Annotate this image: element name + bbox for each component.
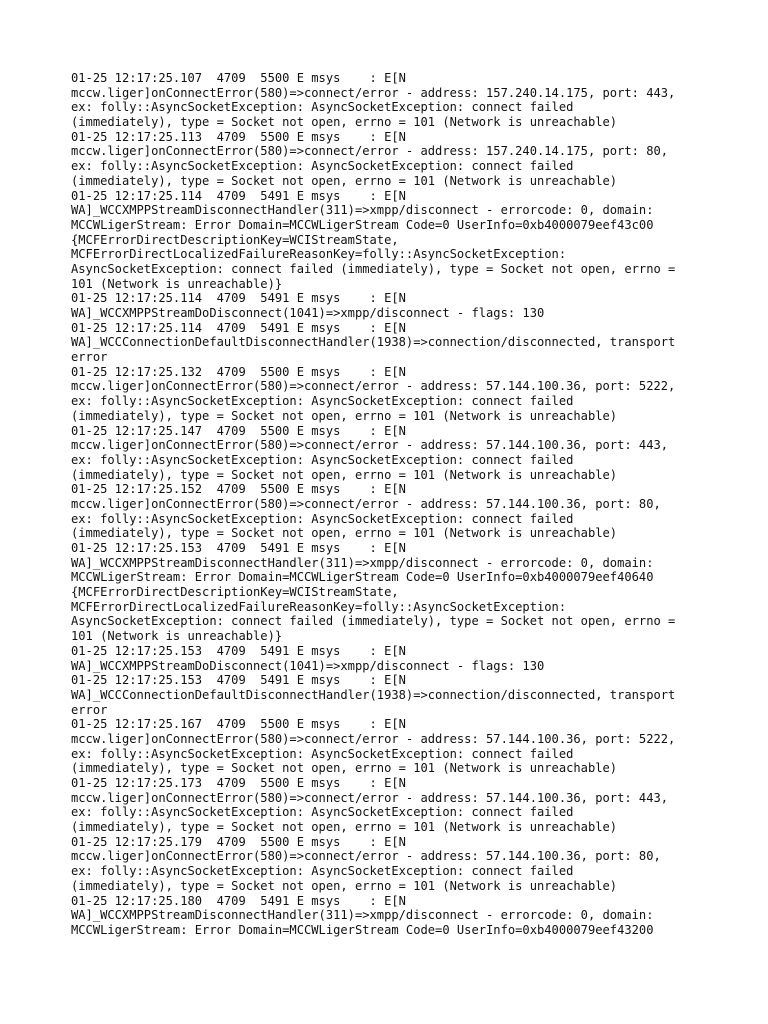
log-line: 01-25 12:17:25.152 4709 5500 E msys : E[N	[71, 482, 406, 497]
log-line: WA]_WCCXMPPStreamDoDisconnect(1041)=>xmpp/disconnect - flags: 130	[71, 658, 545, 673]
log-line: 01-25 12:17:25.114 4709 5491 E msys : E[N	[71, 188, 406, 203]
log-line: (immediately), type = Socket not open, errno = 101 (Network is unreachable)	[71, 467, 618, 482]
log-line: (immediately), type = Socket not open, errno = 101 (Network is unreachable)	[71, 761, 618, 776]
log-line: error	[71, 350, 108, 365]
log-line: ex: folly::AsyncSocketException: AsyncSocketException: connect failed	[71, 805, 574, 820]
log-line: mccw.liger]onConnectError(580)=>connect/error - address: 157.240.14.175, port: 80,	[71, 144, 669, 159]
log-line: 01-25 12:17:25.167 4709 5500 E msys : E[N	[71, 717, 406, 732]
log-line: AsyncSocketException: connect failed (immediately), type = Socket not open, errno =	[71, 261, 676, 276]
log-line: ex: folly::AsyncSocketException: AsyncSocketException: connect failed	[71, 746, 574, 761]
log-line: {MCFErrorDirectDescriptionKey=WCIStreamState,	[71, 232, 399, 247]
log-line: MCCWLigerStream: Error Domain=MCCWLigerStream Code=0 UserInfo=0xb4000079eef40640	[71, 570, 654, 585]
log-line: 101 (Network is unreachable)}	[71, 629, 283, 644]
log-line: 01-25 12:17:25.147 4709 5500 E msys : E[N	[71, 423, 406, 438]
log-document	[71, 71, 711, 938]
log-line: WA]_WCCXMPPStreamDisconnectHandler(311)=>xmpp/disconnect - errorcode: 0, domain:	[71, 555, 654, 570]
log-line: 101 (Network is unreachable)}	[71, 276, 283, 291]
log-line: mccw.liger]onConnectError(580)=>connect/error - address: 57.144.100.36, port: 5222,	[71, 379, 676, 394]
log-line: ex: folly::AsyncSocketException: AsyncSocketException: connect failed	[71, 452, 574, 467]
log-line: 01-25 12:17:25.179 4709 5500 E msys : E[N	[71, 834, 406, 849]
log-line: WA]_WCCXMPPStreamDoDisconnect(1041)=>xmpp/disconnect - flags: 130	[71, 306, 545, 320]
log-line: {MCFErrorDirectDescriptionKey=WCIStreamState,	[71, 585, 399, 600]
log-line: MCFErrorDirectLocalizedFailureReasonKey=folly::AsyncSocketException:	[71, 247, 567, 262]
log-line: mccw.liger]onConnectError(580)=>connect/error - address: 57.144.100.36, port: 80,	[71, 496, 661, 511]
log-line: ex: folly::AsyncSocketException: AsyncSocketException: connect failed	[71, 100, 574, 115]
log-line: mccw.liger]onConnectError(580)=>connect/error - address: 57.144.100.36, port: 443,	[71, 438, 669, 453]
log-line: (immediately), type = Socket not open, errno = 101 (Network is unreachable)	[71, 526, 618, 541]
log-line: ex: folly::AsyncSocketException: AsyncSocketException: connect failed	[71, 159, 574, 174]
log-line: (immediately), type = Socket not open, errno = 101 (Network is unreachable)	[71, 173, 618, 188]
log-line: 01-25 12:17:25.132 4709 5500 E msys : E[N	[71, 364, 406, 379]
log-line: 01-25 12:17:25.107 4709 5500 E msys : E[N	[71, 71, 406, 85]
log-line: 01-25 12:17:25.113 4709 5500 E msys : E[N	[71, 129, 406, 144]
log-line: (immediately), type = Socket not open, errno = 101 (Network is unreachable)	[71, 820, 618, 835]
log-line: 01-25 12:17:25.114 4709 5491 E msys : E[N	[71, 320, 406, 335]
log-line: AsyncSocketException: connect failed (immediately), type = Socket not open, errno =	[71, 614, 676, 629]
log-line: WA]_WCCConnectionDefaultDisconnectHandler(1938)=>connection/disconnected, transport	[71, 335, 676, 350]
log-line: WA]_WCCConnectionDefaultDisconnectHandler(1938)=>connection/disconnected, transport	[71, 687, 676, 702]
log-line: (immediately), type = Socket not open, errno = 101 (Network is unreachable)	[71, 408, 618, 423]
log-line: mccw.liger]onConnectError(580)=>connect/error - address: 57.144.100.36, port: 5222,	[71, 731, 676, 746]
log-line: 01-25 12:17:25.153 4709 5491 E msys : E[N	[71, 643, 406, 658]
log-line: ex: folly::AsyncSocketException: AsyncSocketException: connect failed	[71, 394, 574, 409]
log-line: mccw.liger]onConnectError(580)=>connect/error - address: 157.240.14.175, port: 443,	[71, 85, 676, 100]
log-line: (immediately), type = Socket not open, errno = 101 (Network is unreachable)	[71, 878, 618, 893]
log-line: 01-25 12:17:25.180 4709 5491 E msys : E[N	[71, 893, 406, 908]
log-line: 01-25 12:17:25.153 4709 5491 E msys : E[N	[71, 541, 406, 555]
log-line: 01-25 12:17:25.173 4709 5500 E msys : E[N	[71, 776, 406, 790]
log-line: MCCWLigerStream: Error Domain=MCCWLigerStream Code=0 UserInfo=0xb4000079eef43200	[71, 922, 654, 937]
log-line: 01-25 12:17:25.114 4709 5491 E msys : E[N	[71, 291, 406, 306]
log-line: error	[71, 702, 108, 717]
log-line: MCCWLigerStream: Error Domain=MCCWLigerStream Code=0 UserInfo=0xb4000079eef43c00	[71, 217, 654, 232]
log-line: mccw.liger]onConnectError(580)=>connect/error - address: 57.144.100.36, port: 80,	[71, 849, 661, 864]
log-line: ex: folly::AsyncSocketException: AsyncSocketException: connect failed	[71, 511, 574, 526]
log-line: mccw.liger]onConnectError(580)=>connect/error - address: 57.144.100.36, port: 443,	[71, 790, 669, 805]
log-line: WA]_WCCXMPPStreamDisconnectHandler(311)=>xmpp/disconnect - errorcode: 0, domain:	[71, 203, 654, 218]
log-line: 01-25 12:17:25.153 4709 5491 E msys : E[N	[71, 673, 406, 688]
log-line: ex: folly::AsyncSocketException: AsyncSocketException: connect failed	[71, 864, 574, 879]
log-line: WA]_WCCXMPPStreamDisconnectHandler(311)=>xmpp/disconnect - errorcode: 0, domain:	[71, 908, 654, 923]
log-line: (immediately), type = Socket not open, errno = 101 (Network is unreachable)	[71, 115, 618, 130]
log-line: MCFErrorDirectLocalizedFailureReasonKey=folly::AsyncSocketException:	[71, 599, 567, 614]
